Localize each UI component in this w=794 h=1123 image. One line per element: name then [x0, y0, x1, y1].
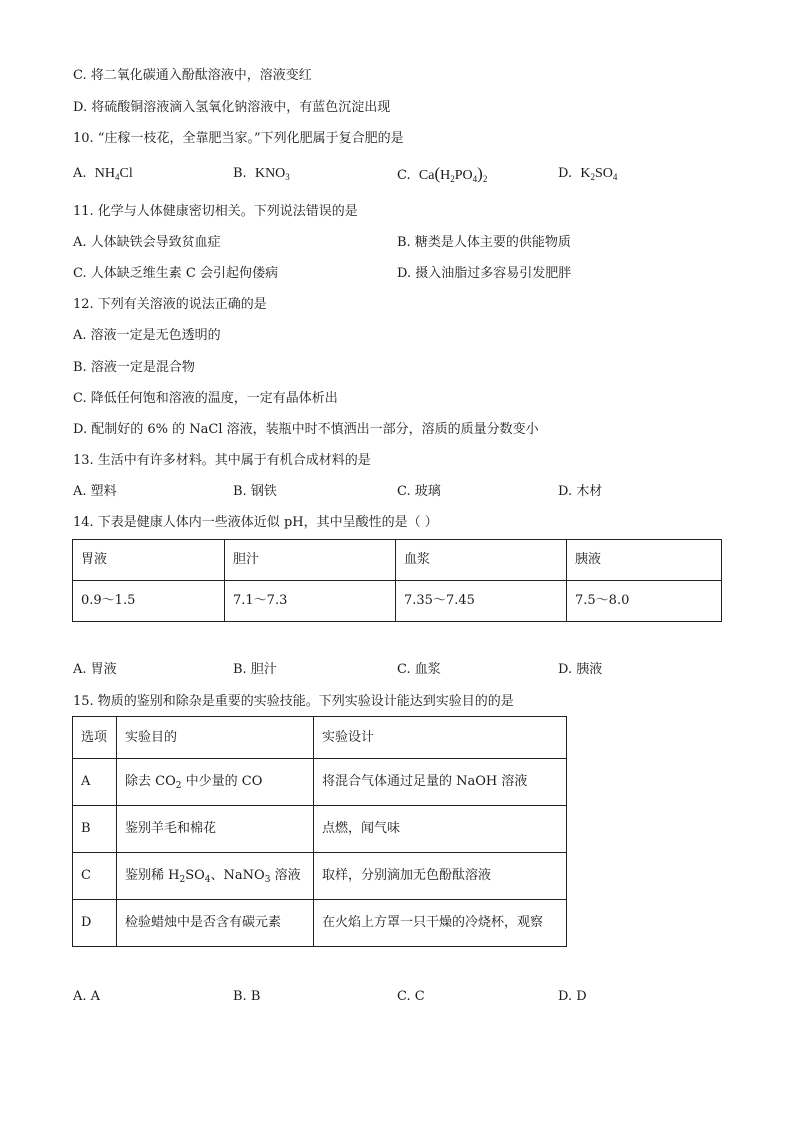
ph-table-cell: 7.1～7.3	[225, 581, 396, 622]
q10-option-d: D. $K_2SO_4$	[558, 166, 618, 182]
q15-option-b: B. B	[233, 989, 261, 1004]
experiment-goal-cell: 除去 $CO_2$ 中少量的 CO	[117, 759, 314, 806]
q14-option-a: A. 胃液	[73, 662, 117, 677]
q9-option-c: C. 将二氧化碳通入酚酞溶液中，溶液变红	[73, 68, 312, 83]
experiment-design-cell: 将混合气体通过足量的 NaOH 溶液	[314, 759, 567, 806]
q13-option-b: B. 钢铁	[233, 484, 277, 499]
experiment-option-cell: C	[73, 853, 117, 900]
experiment-table	[72, 716, 567, 947]
q9-option-d: D. 将硫酸铜溶液滴入氢氧化钠溶液中，有蓝色沉淀出现	[73, 100, 391, 115]
experiment-design-cell: 点燃，闻气味	[314, 806, 567, 853]
q12-option-b: B. 溶液一定是混合物	[73, 360, 195, 375]
experiment-table-row	[73, 759, 567, 806]
q14-option-d: D. 胰液	[558, 662, 603, 677]
experiment-goal-cell: 检验蜡烛中是否含有碳元素	[117, 900, 314, 947]
ph-table-header-cell: 胆汁	[225, 540, 396, 581]
q10-option-a: A. $NH_4Cl$	[73, 166, 133, 182]
experiment-table-row	[73, 900, 567, 947]
experiment-table-header-cell: 实验目的	[117, 717, 314, 759]
experiment-table-row	[73, 806, 567, 853]
experiment-option-cell: D	[73, 900, 117, 947]
q12-option-d: D. 配制好的 6% 的 NaCl 溶液，装瓶中时不慎洒出一部分，溶质的质量分数变小	[73, 422, 539, 437]
q13-option-c: C. 玻璃	[397, 484, 441, 499]
ph-table-cell: 7.5～8.0	[567, 581, 722, 622]
ph-table-row	[73, 581, 722, 622]
ph-table-header-cell: 血浆	[396, 540, 567, 581]
q15-option-c: C. C	[397, 989, 425, 1004]
q10-stem: 10. “庄稼一枝花，全靠肥当家。”下列化肥属于复合肥的是	[73, 131, 404, 146]
experiment-design-cell: 在火焰上方罩一只干燥的冷烧杯，观察	[314, 900, 567, 947]
ph-table-header-cell: 胰液	[567, 540, 722, 581]
experiment-option-cell: A	[73, 759, 117, 806]
ph-table-header-cell: 胃液	[73, 540, 225, 581]
ph-table-cell: 0.9～1.5	[73, 581, 225, 622]
q11-stem: 11. 化学与人体健康密切相关。下列说法错误的是	[73, 204, 358, 219]
q11-option-c: C. 人体缺乏维生素 C 会引起佝偻病	[73, 266, 278, 281]
q13-stem: 13. 生活中有许多材料。其中属于有机合成材料的是	[73, 453, 371, 468]
q11-option-b: B. 糖类是人体主要的供能物质	[397, 235, 571, 250]
experiment-goal-cell: 鉴别稀 $H_2SO_4$、NaNO$_3$ 溶液	[117, 853, 314, 900]
q14-option-c: C. 血浆	[397, 662, 441, 677]
q14-stem: 14. 下表是健康人体内一些液体近似 pH，其中呈酸性的是（ ）	[73, 515, 438, 530]
ph-table	[72, 539, 722, 622]
ph-table-cell: 7.35～7.45	[396, 581, 567, 622]
experiment-design-cell: 取样，分别滴加无色酚酞溶液	[314, 853, 567, 900]
experiment-goal-cell: 鉴别羊毛和棉花	[117, 806, 314, 853]
q15-option-a: A. A	[73, 989, 101, 1004]
q15-stem: 15. 物质的鉴别和除杂是重要的实验技能。下列实验设计能达到实验目的的是	[73, 694, 514, 709]
q10-option-c: C. $Ca(H_2PO_4)_2$	[397, 164, 488, 184]
experiment-table-header-cell: 实验设计	[314, 717, 567, 759]
q12-stem: 12. 下列有关溶液的说法正确的是	[73, 297, 267, 312]
q11-option-d: D. 摄入油脂过多容易引发肥胖	[397, 266, 572, 281]
q13-option-d: D. 木材	[558, 484, 603, 499]
q11-option-a: A. 人体缺铁会导致贫血症	[73, 235, 221, 250]
q14-option-b: B. 胆汁	[233, 662, 277, 677]
q12-option-c: C. 降低任何饱和溶液的温度，一定有晶体析出	[73, 391, 338, 406]
experiment-table-header-cell: 选项	[73, 717, 117, 759]
experiment-option-cell: B	[73, 806, 117, 853]
q15-option-d: D. D	[558, 989, 587, 1004]
experiment-table-row	[73, 853, 567, 900]
q10-option-b: B. $KNO_3$	[233, 166, 290, 182]
q13-option-a: A. 塑料	[73, 484, 117, 499]
ph-table-header-row	[73, 540, 722, 581]
experiment-table-header-row	[73, 717, 567, 759]
q12-option-a: A. 溶液一定是无色透明的	[73, 328, 221, 343]
